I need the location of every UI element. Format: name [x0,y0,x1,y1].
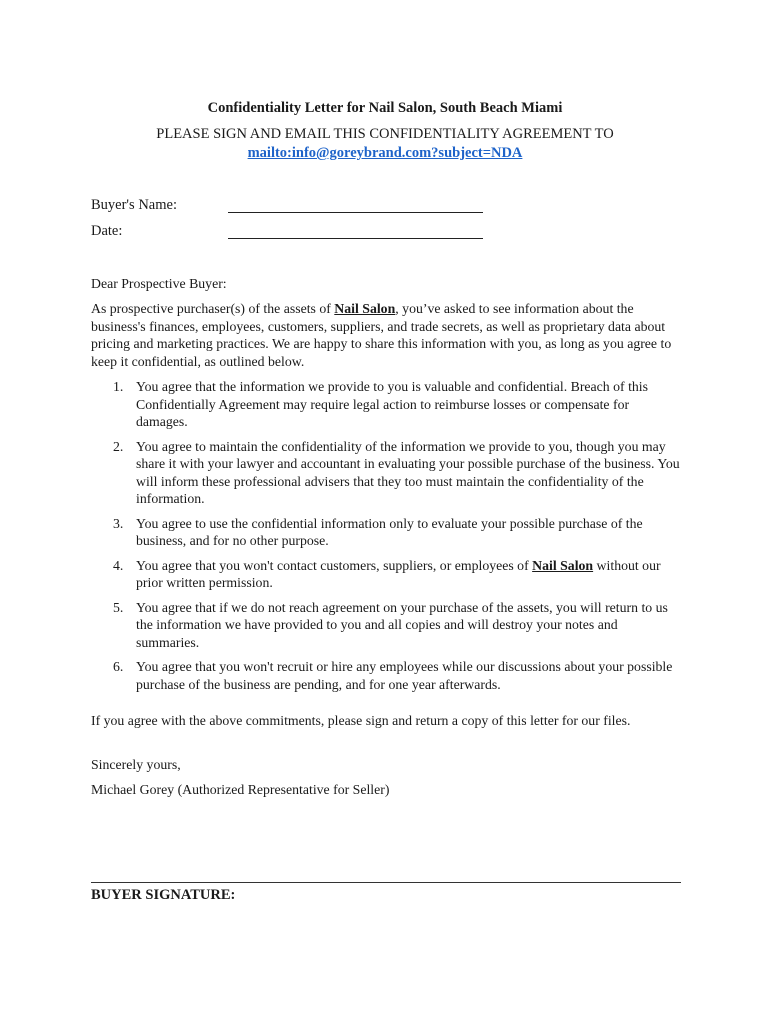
closing-paragraph: If you agree with the above commitments, please sign and return a copy of this letter for our files. [91,713,631,728]
buyer-name-line [228,212,483,213]
signature-rule [91,882,681,883]
term-text: You agree to use the confidential information only to evaluate your possible purchase of the business, and for no other purpose. [136,515,643,548]
instruction-text: PLEASE SIGN AND EMAIL THIS CONFIDENTIALITY AGREEMENT TO [156,126,614,142]
salutation: Dear Prospective Buyer: [91,276,227,291]
term-text: You agree that the information we provide to you is valuable and confidential. Breach of this Confidentially Agreement may require legal action to reimburse losses or compensate for damages. [136,379,649,429]
term-number: 5. [113,599,124,615]
term-text: You agree to maintain the confidentiality of the information we provide to you, though you may share it with your lawyer and accountant in evaluating your possible purchase of the business. You will inform these professional advisers that they too must maintain the confidentiality of the information. [136,438,680,506]
term-number: 4. [113,557,124,573]
sign-off: Sincerely yours, [91,757,181,772]
term-item [113,515,691,550]
term-item [113,438,691,508]
signatory: Michael Gorey (Authorized Representative for Seller) [91,782,390,797]
intro-before: As prospective purchaser(s) of the assets of [91,301,335,316]
intro-after: , you’ve asked to see information about the business's finances, employees, customers, suppliers, and trade secrets, as well as proprietary data about pricing and marketing practices. We are happy to share this information with you, as long as you agree to keep it confidential, as outlined below. [91,301,672,369]
date-line [228,238,483,239]
term-item [113,599,691,652]
term-text: You agree that if we do not reach agreement on your purchase of the assets, you will return to us the information we have provided to you and all copies and will destroy your notes and summaries. [136,599,668,650]
term-text-after: without our prior written permission. [136,557,661,590]
buyer-name-label: Buyer's Name: [91,197,177,213]
term-number: 6. [113,659,124,674]
term-number: 2. [113,438,124,454]
business-name: Nail Salon [334,301,396,316]
term-number: 1. [113,379,124,394]
mailto-line [0,145,770,162]
term-item [113,378,691,431]
email-link[interactable]: mailto:info@goreybrand.com?subject=NDA [247,145,523,161]
date-label: Date: [91,223,123,239]
term-text-before: You agree that you won't contact customers, suppliers, or employees of [136,557,533,573]
term-number: 3. [113,515,124,531]
terms-list [91,378,691,700]
buyer-signature-label: BUYER SIGNATURE: [91,887,236,903]
intro-paragraph [91,300,691,370]
document-title: Confidentiality Letter for Nail Salon, South Beach Miami [207,100,563,116]
term-text: You agree that you won't recruit or hire any employees while our discussions about your possible purchase of the business are pending, and for one year afterwards. [136,659,673,692]
term-item [113,658,691,693]
business-name: Nail Salon [532,557,594,573]
term-item [113,557,691,592]
